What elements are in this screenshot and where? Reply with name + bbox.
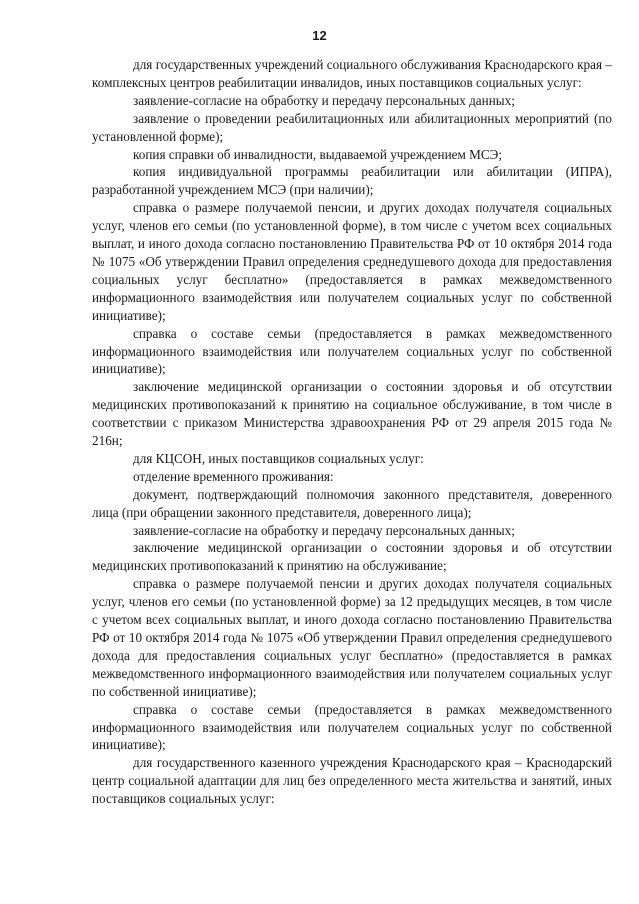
paragraph: копия справки об инвалидности, выдаваемой учреждением МСЭ; bbox=[133, 146, 503, 162]
paragraph: отделение временного проживания: bbox=[133, 468, 334, 484]
paragraph: заключение медицинской организации о состоянии здоровья и об отсутствии медицинских противопоказаний к принятию на социальное обслуживание, в том числе в соответствии с приказом Министерства здравоохранения РФ от 29 апреля 2015 года № 216н; bbox=[92, 379, 612, 449]
paragraph: заявление-согласие на обработку и передачу персональных данных; bbox=[133, 522, 515, 538]
paragraph: справка о размере получаемой пенсии и других доходах получателя социальных услуг, членов его семьи (по установленной форме) за 12 предыдущих месяцев, в том числе с учетом всех социальных выплат, и иного дохода согласно постановлению Правительства РФ от 10 октября 2014 года № 1075 «Об утверждении Правил определения среднедушевого дохода для предоставления социальных услуг бесплатно» (предоставляется в рамках межведомственного информационного взаимодействия или получателем социальных услуг по собственной инициативе); bbox=[92, 576, 612, 699]
paragraph: документ, подтверждающий полномочия законного представителя, доверенного лица (при обращении законного представителя, доверенного лица); bbox=[92, 486, 612, 520]
paragraph: справка о размере получаемой пенсии, и других доходах получателя социальных услуг, членов его семьи (по установленной форме), в том числе с учетом всех социальных выплат, и иного дохода согласно постановлению Правительства РФ от 10 октября 2014 года № 1075 «Об утверждении Правил определения среднедушевого дохода для предоставления социальных услуг бесплатно» (предоставляется в рамках межведомственного информационного взаимодействия или получателем социальных услуг по собственной инициативе); bbox=[92, 200, 612, 323]
paragraph: заключение медицинской организации о состоянии здоровья и об отсутствии медицинских противопоказаний к принятию на обслуживание; bbox=[92, 540, 612, 574]
paragraph: справка о составе семьи (предоставляется в рамках межведомственного информационного взаимодействия или получателем социальных услуг по собственной инициативе); bbox=[92, 325, 612, 377]
paragraph: справка о составе семьи (предоставляется в рамках межведомственного информационного взаимодействия или получателем социальных услуг по собственной инициативе); bbox=[92, 701, 612, 753]
paragraph: копия индивидуальной программы реабилитации или абилитации (ИПРА), разработанной учреждением МСЭ (при наличии); bbox=[92, 164, 612, 198]
paragraph: заявление о проведении реабилитационных или абилитационных мероприятий (по установленной форме); bbox=[92, 110, 612, 144]
paragraph: заявление-согласие на обработку и передачу персональных данных; bbox=[133, 92, 515, 108]
page-number: 12 bbox=[312, 28, 327, 43]
paragraph: для КЦСОН, иных поставщиков социальных услуг: bbox=[133, 450, 424, 466]
document-body bbox=[92, 56, 612, 808]
paragraph: для государственного казенного учреждения Краснодарского края – Краснодарский центр социальной адаптации для лиц без определенного места жительства и занятий, иных поставщиков социальных услуг: bbox=[92, 755, 612, 807]
paragraph: для государственных учреждений социального обслуживания Краснодарского края – комплексных центров реабилитации инвалидов, иных поставщиков социальных услуг: bbox=[92, 57, 612, 90]
